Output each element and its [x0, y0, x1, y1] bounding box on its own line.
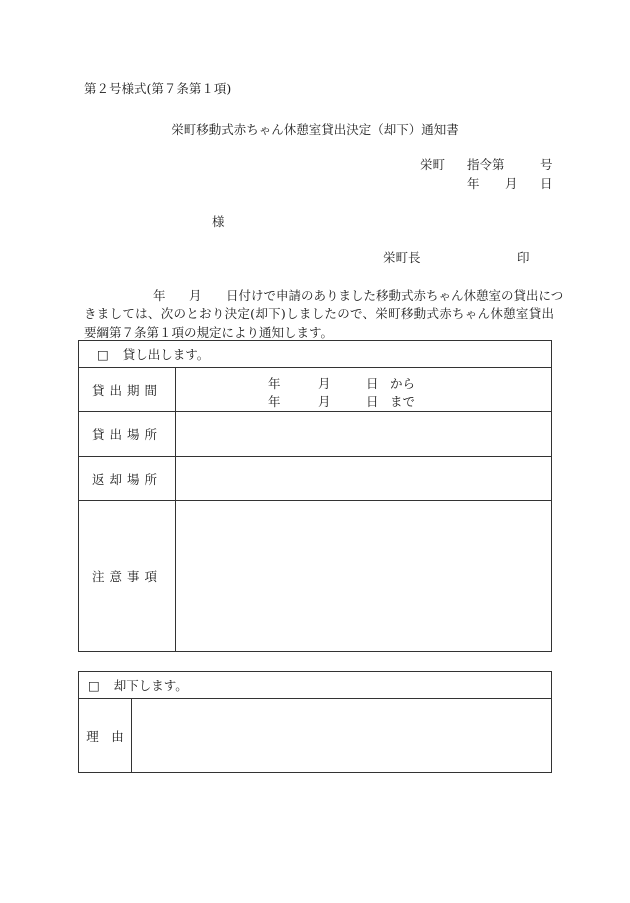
notes-value[interactable] — [176, 501, 552, 652]
issuer-town: 栄町 — [420, 157, 446, 172]
form-number: 第２号様式(第７条第１項) — [84, 81, 232, 96]
addressee-suffix: 様 — [212, 214, 225, 229]
document-title: 栄町移動式赤ちゃん休憩室貸出決定（却下）通知書 — [171, 122, 459, 137]
notes-label: 注意事項 — [79, 501, 176, 652]
sender-title: 栄町長 — [383, 250, 421, 265]
seal-mark: 印 — [517, 250, 530, 265]
place-value[interactable] — [176, 412, 552, 457]
approval-header — [79, 341, 552, 368]
place-label: 貸出場所 — [79, 412, 176, 457]
issuer-prefix: 指令第 — [467, 157, 505, 172]
body-date-month: 月 — [189, 288, 202, 303]
approval-table — [78, 340, 552, 652]
period-label: 貸出期間 — [79, 368, 176, 412]
rejection-table — [78, 671, 552, 773]
return-value[interactable] — [176, 457, 552, 501]
return-label: 返却場所 — [79, 457, 176, 501]
date-month: 月 — [505, 176, 518, 191]
body-text: きましては、次のとおり決定(却下)しましたので、栄町移動式赤ちゃん休憩室貸出要綱第７条第１項の規定により通知します。 — [84, 306, 554, 340]
rejection-header — [79, 672, 552, 699]
reason-value[interactable] — [132, 699, 552, 773]
period-value[interactable]: 年 月 日 から 年 月 日 まで — [176, 368, 552, 412]
body-date-year: 年 — [153, 288, 166, 303]
reason-label: 理 由 — [79, 699, 132, 773]
date-day: 日 — [540, 176, 553, 191]
body-text-first: 日付けで申請のありました移動式赤ちゃん休憩室の貸出につ — [226, 288, 564, 303]
rejection-checkbox[interactable]: □ — [88, 678, 100, 693]
approval-header-text: 貸し出します。 — [122, 347, 210, 362]
issuer-suffix: 号 — [540, 157, 553, 172]
rejection-header-text: 却下します。 — [113, 678, 188, 693]
date-year: 年 — [467, 176, 480, 191]
approval-checkbox[interactable]: □ — [97, 347, 109, 362]
